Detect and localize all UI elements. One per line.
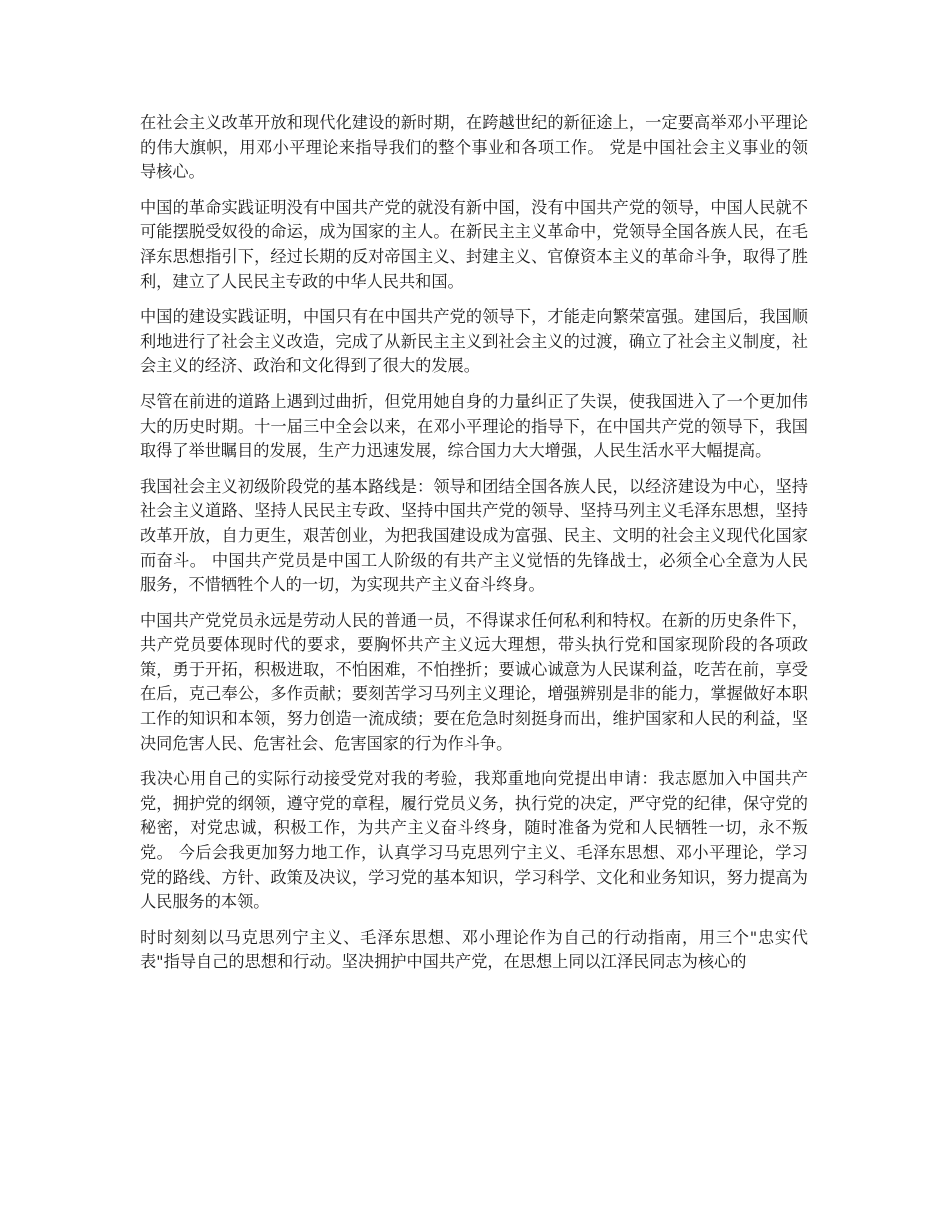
paragraph-1: 在社会主义改革开放和现代化建设的新时期，在跨越世纪的新征途上，一定要高举邓小平理论的伟大旗帜，用邓小平理论来指导我们的整个事业和各项工作。 党是中国社会主义事业的领导核心。 [140, 113, 808, 182]
paragraph-4: 尽管在前进的道路上遇到过曲折，但党用她自身的力量纠正了失误，使我国进入了一个更加伟大的历史时期。十一届三中全会以来，在邓小平理论的指导下，在中国共产党的领导下，我国取得了举世瞩目的发展，生产力迅速发展，综合国力大大增强，人民生活水平大幅提高。 [140, 391, 808, 461]
document-body [140, 111, 808, 986]
paragraph-3: 中国的建设实践证明，中国只有在中国共产党的领导下，才能走向繁荣富强。建国后，我国顺利地进行了社会主义改造，完成了从新民主主义到社会主义的过渡，确立了社会主义制度，社会主义的经济、政治和文化得到了很大的发展。 [140, 307, 808, 376]
paragraph-7: 我决心用自己的实际行动接受党对我的考验，我郑重地向党提出申请：我志愿加入中国共产党，拥护党的纲领，遵守党的章程，履行党员义务，执行党的决定，严守党的纪律，保守党的秘密，对党忠诚，积极工作，为共产主义奋斗终身，随时准备为党和人民牺牲一切，永不叛党。 今后会我更加努力地工作，认真学习马克思列宁主义、毛泽东思想、邓小平理论，学习党的路线、方针、政策及决议，学习党的基本知识，学习科学、文化和业务知识，努力提高为人民服务的本领。 [140, 769, 808, 912]
paragraph-2: 中国的革命实践证明没有中国共产党的就没有新中国，没有中国共产党的领导，中国人民就不可能摆脱受奴役的命运，成为国家的主人。在新民主主义革命中，党领导全国各族人民，在毛泽东思想指引下，经过长期的反对帝国主义、封建主义、官僚资本主义的革命斗争，取得了胜利，建立了人民民主专政的中华人民共和国。 [140, 197, 808, 291]
paragraph-6: 中国共产党党员永远是劳动人民的普通一员，不得谋求任何私利和特权。在新的历史条件下，共产党员要体现时代的要求，要胸怀共产主义远大理想，带头执行党和国家现阶段的各项政策，勇于开拓，积极进取，不怕困难，不怕挫折；要诚心诚意为人民谋利益，吃苦在前，享受在后，克己奉公，多作贡献；要刻苦学习马列主义理论，增强辨别是非的能力，掌握做好本职工作的知识和本领，努力创造一流成绩；要在危急时刻挺身而出，维护国家和人民的利益，坚决同危害人民、危害社会、危害国家的行为作斗争。 [140, 610, 808, 753]
paragraph-5: 我国社会主义初级阶段党的基本路线是：领导和团结全国各族人民，以经济建设为中心，坚持社会主义道路、坚持人民民主专政、坚持中国共产党的领导、坚持马列主义毛泽东思想，坚持改革开放，自力更生，艰苦创业，为把我国建设成为富强、民主、文明的社会主义现代化国家而奋斗。 中国共产党员是中国工人阶级的有共产主义觉悟的先锋战士，必须全心全意为人民服务，不惜牺牲个人的一切，为实现共产主义奋斗终身。 [140, 476, 808, 595]
paragraph-8: 时时刻刻以马克思列宁主义、毛泽东思想、邓小理论作为自己的行动指南，用三个"忠实代表"指导自己的思想和行动。坚决拥护中国共产党，在思想上同以江泽民同志为核心的 [140, 927, 808, 972]
